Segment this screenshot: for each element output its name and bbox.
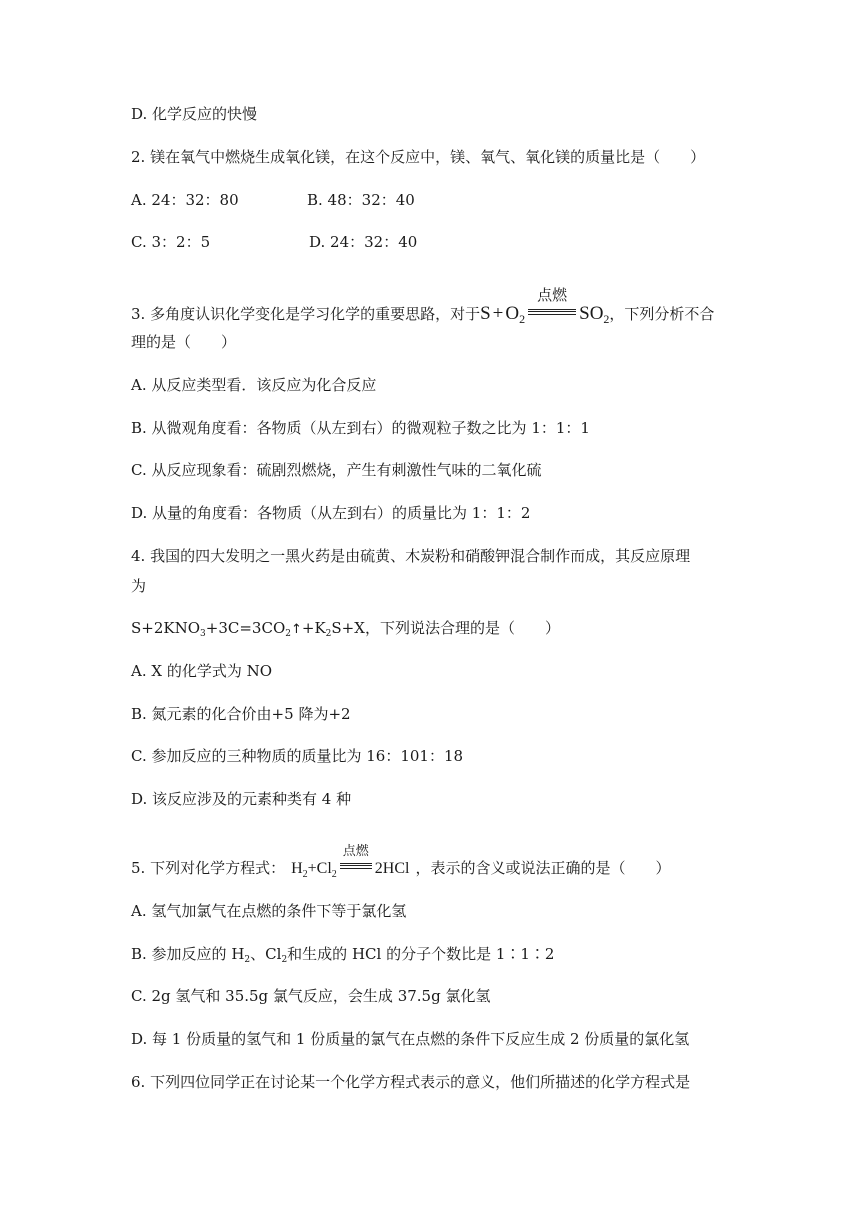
eq-subscript: 2 — [302, 869, 308, 880]
eq-subscript: 2 — [325, 629, 332, 639]
q3-option-a: A. 从反应类型看．该反应为化合反应 — [131, 376, 377, 394]
q3-stem-suffix: ，下列分析不合 — [609, 305, 715, 323]
q4-option-a: A. X 的化学式为 NO — [131, 662, 273, 680]
q3-equation — [480, 286, 610, 329]
eq-term: S+X — [331, 619, 365, 637]
reaction-condition — [528, 286, 576, 325]
condition-label: 点燃 — [537, 286, 568, 304]
q4-option-b: B. 氮元素的化合价由+5 降为+2 — [131, 705, 351, 723]
eq-term: +Cl — [307, 860, 332, 877]
eq-subscript: 3 — [200, 629, 206, 639]
option-text: B. 参加反应的 H — [131, 945, 245, 963]
eq-term: +K — [301, 619, 326, 637]
q2-option-a: A. 24：32：80 — [131, 191, 239, 209]
q4-option-c: C. 参加反应的三种物质的质量比为 16：101：18 — [131, 747, 464, 765]
eq-subscript: 2 — [519, 312, 526, 326]
q2-stem: 2. 镁在氧气中燃烧生成氧化镁，在这个反应中，镁、氧气、氧化镁的质量比是（ ） — [131, 148, 706, 166]
condition-label: 点燃 — [342, 844, 369, 859]
gas-arrow-icon: ↑ — [290, 622, 302, 637]
q5-equation — [291, 844, 410, 885]
q3-option-d: D. 从量的角度看：各物质（从左到右）的质量比为 1：1：2 — [131, 504, 531, 522]
q4-stem-line2: 为 — [131, 577, 147, 595]
q4-stem-line1: 4. 我国的四大发明之一黑火药是由硫黄、木炭粉和硝酸钾混合制作而成，其反应原理 — [131, 547, 691, 565]
eq-term: O — [505, 303, 520, 324]
q5-option-a: A. 氢气加氯气在点燃的条件下等于氯化氢 — [131, 902, 407, 920]
eq-subscript: 2 — [281, 955, 288, 965]
option-text: 和生成的 HCl 的分子个数比是 1∶1∶2 — [287, 945, 555, 963]
q2-option-b: B. 48：32：40 — [307, 191, 415, 209]
q5-option-b — [131, 944, 554, 970]
q5-option-c: C. 2g 氢气和 35.5g 氯气反应，会生成 37.5g 氯化氢 — [131, 987, 491, 1005]
q5-stem-suffix: ，表示的含义或说法正确的是（ ） — [415, 859, 671, 877]
q1-option-d: D. 化学反应的快慢 — [131, 105, 258, 123]
eq-term: S+2KNO — [131, 619, 201, 637]
q3-stem-prefix: 3. 多角度认识化学变化是学习化学的重要思路，对于 — [131, 305, 481, 323]
eq-subscript: 2 — [285, 629, 291, 639]
q6-stem: 6. 下列四位同学正在讨论某一个化学方程式表示的意义，他们所描述的化学方程式是 — [131, 1073, 691, 1091]
eq-term: +3C=3CO — [205, 619, 286, 637]
q5-option-d: D. 每 1 份质量的氢气和 1 份质量的氯气在点燃的条件下反应生成 2 份质量的氯化氢 — [131, 1030, 690, 1048]
eq-term: S — [480, 303, 491, 324]
q5-stem-prefix: 5. 下列对化学方程式： — [131, 859, 286, 877]
eq-operator: + — [492, 303, 504, 324]
equal-bars — [528, 309, 576, 315]
q4-option-d: D. 该反应涉及的元素种类有 4 种 — [131, 790, 352, 808]
eq-term: 2HCl — [374, 860, 410, 877]
q4-stem-suffix: ，下列说法合理的是（ ） — [364, 619, 560, 637]
q3-option-b: B. 从微观角度看：各物质（从左到右）的微观粒子数之比为 1：1：1 — [131, 419, 590, 437]
equal-bars — [340, 863, 372, 869]
eq-subscript: 2 — [244, 955, 251, 965]
q3-stem — [131, 286, 715, 329]
q5-stem — [131, 844, 671, 885]
q4-equation-line — [131, 618, 560, 644]
reaction-condition — [340, 844, 372, 879]
eq-term: H — [291, 860, 303, 877]
q3-stem-line2: 理的是（ ） — [131, 333, 237, 351]
q2-option-d: D. 24：32：40 — [309, 233, 418, 251]
q2-option-c: C. 3：2：5 — [131, 233, 211, 251]
eq-term: SO — [579, 303, 604, 324]
q3-option-c: C. 从反应现象看：硫剧烈燃烧，产生有刺激性气味的二氧化硫 — [131, 461, 542, 479]
option-text: 、Cl — [250, 945, 282, 963]
eq-subscript: 2 — [603, 312, 610, 326]
eq-subscript: 2 — [331, 869, 337, 880]
